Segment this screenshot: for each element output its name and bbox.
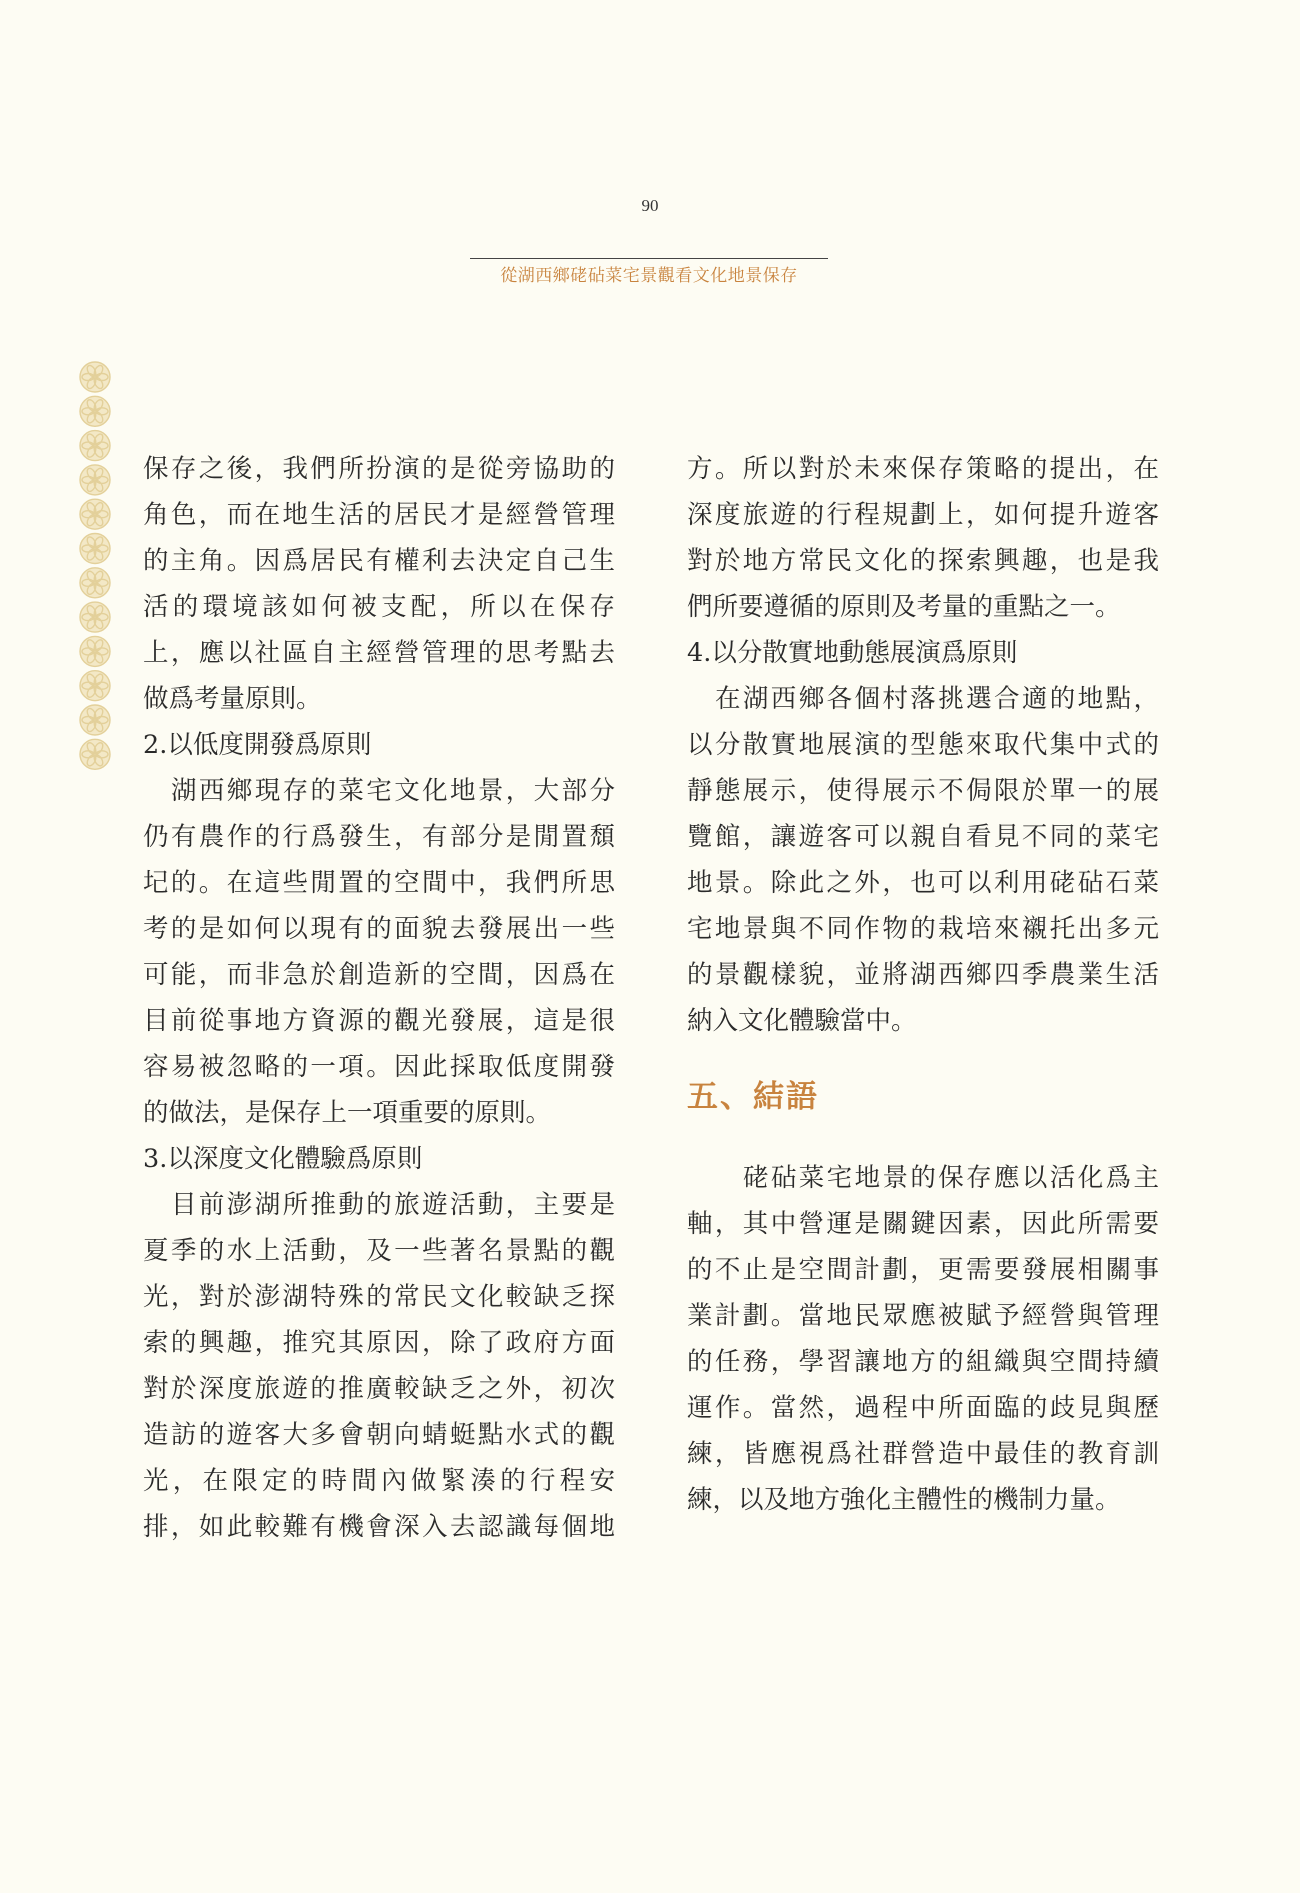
text-line: 運作。當然，過程中所面臨的歧見與歷 [687,1393,1159,1423]
subheading: 3.以深度文化體驗爲原則 [143,1144,423,1174]
text-line: 索的興趣，推究其原因，除了政府方面 [143,1328,615,1358]
right-column [687,446,1159,1523]
text-line: 的做法，是保存上一項重要的原則。 [143,1098,552,1128]
text-line: 深度旅遊的行程規劃上，如何提升遊客 [687,500,1159,530]
text-line: 在湖西鄉各個村落挑選合適的地點， [715,684,1159,714]
text-line: 可能，而非急於創造新的空間，因爲在 [143,960,615,990]
running-header: 從湖西鄉硓砧菜宅景觀看文化地景保存 [470,258,828,286]
text-line: 做爲考量原則。 [143,684,322,714]
text-line: 目前從事地方資源的觀光發展，這是很 [143,1006,615,1036]
text-line: 活的環境該如何被支配，所以在保存 [143,592,615,622]
text-line: 對於深度旅遊的推廣較缺乏之外，初次 [143,1374,615,1404]
text-line: 軸，其中營運是關鍵因素，因此所需要 [687,1209,1159,1239]
text-line: 考的是如何以現有的面貌去發展出一些 [143,914,615,944]
left-column [143,446,615,1550]
spacer [687,1044,1159,1063]
text-line: 光，在限定的時間內做緊湊的行程安 [143,1466,615,1496]
text-line: 仍有農作的行爲發生，有部分是閒置頹 [143,822,615,852]
section-title: 五、結語 [687,1079,819,1115]
text-line: 的不止是空間計劃，更需要發展相關事 [687,1255,1159,1285]
text-line: 光，對於澎湖特殊的常民文化較缺乏探 [143,1282,615,1312]
text-line: 靜態展示，使得展示不侷限於單一的展 [687,776,1159,806]
subheading: 4.以分散實地動態展演爲原則 [687,638,1018,668]
subheading: 2.以低度開發爲原則 [143,730,372,760]
text-line: 的任務，學習讓地方的組織與空間持續 [687,1347,1159,1377]
floral-rosette-icon [78,360,112,772]
text-line: 上，應以社區自主經營管理的思考點去 [143,638,615,668]
text-line: 覽館，讓遊客可以親自看見不同的菜宅 [687,822,1159,852]
text-line: 的主角。因爲居民有權利去決定自己生 [143,546,615,576]
text-line: 夏季的水上活動，及一些著名景點的觀 [143,1236,615,1266]
text-line: 目前澎湖所推動的旅遊活動，主要是 [171,1190,615,1220]
page-number: 90 [641,196,659,215]
text-line: 排，如此較難有機會深入去認識每個地 [143,1512,615,1542]
text-line: 地景。除此之外，也可以利用硓砧石菜 [687,868,1159,898]
text-line: 圮的。在這些閒置的空間中，我們所思 [143,868,615,898]
text-line: 的景觀樣貌，並將湖西鄉四季農業生活 [687,960,1159,990]
text-line: 練，以及地方強化主體性的機制力量。 [687,1485,1121,1515]
text-line: 容易被忽略的一項。因此採取低度開發 [143,1052,615,1082]
text-line: 宅地景與不同作物的栽培來襯托出多元 [687,914,1159,944]
text-line: 納入文化體驗當中。 [687,1006,917,1036]
text-line: 業計劃。當地民眾應被賦予經營與管理 [687,1301,1159,1331]
text-line: 湖西鄉現存的菜宅文化地景，大部分 [171,776,615,806]
text-line: 方。所以對於未來保存策略的提出，在 [687,454,1159,484]
text-line: 以分散實地展演的型態來取代集中式的 [687,730,1159,760]
text-line: 對於地方常民文化的探索興趣，也是我 [687,546,1159,576]
text-line: 角色，而在地生活的居民才是經營管理 [143,500,615,530]
text-line: 練，皆應視爲社群營造中最佳的教育訓 [687,1439,1159,1469]
text-line: 保存之後，我們所扮演的是從旁協助的 [143,454,615,484]
text-line: 硓砧菜宅地景的保存應以活化爲主 [743,1163,1159,1193]
text-line: 們所要遵循的原則及考量的重點之一。 [687,592,1121,622]
text-line: 造訪的遊客大多會朝向蜻蜓點水式的觀 [143,1420,615,1450]
